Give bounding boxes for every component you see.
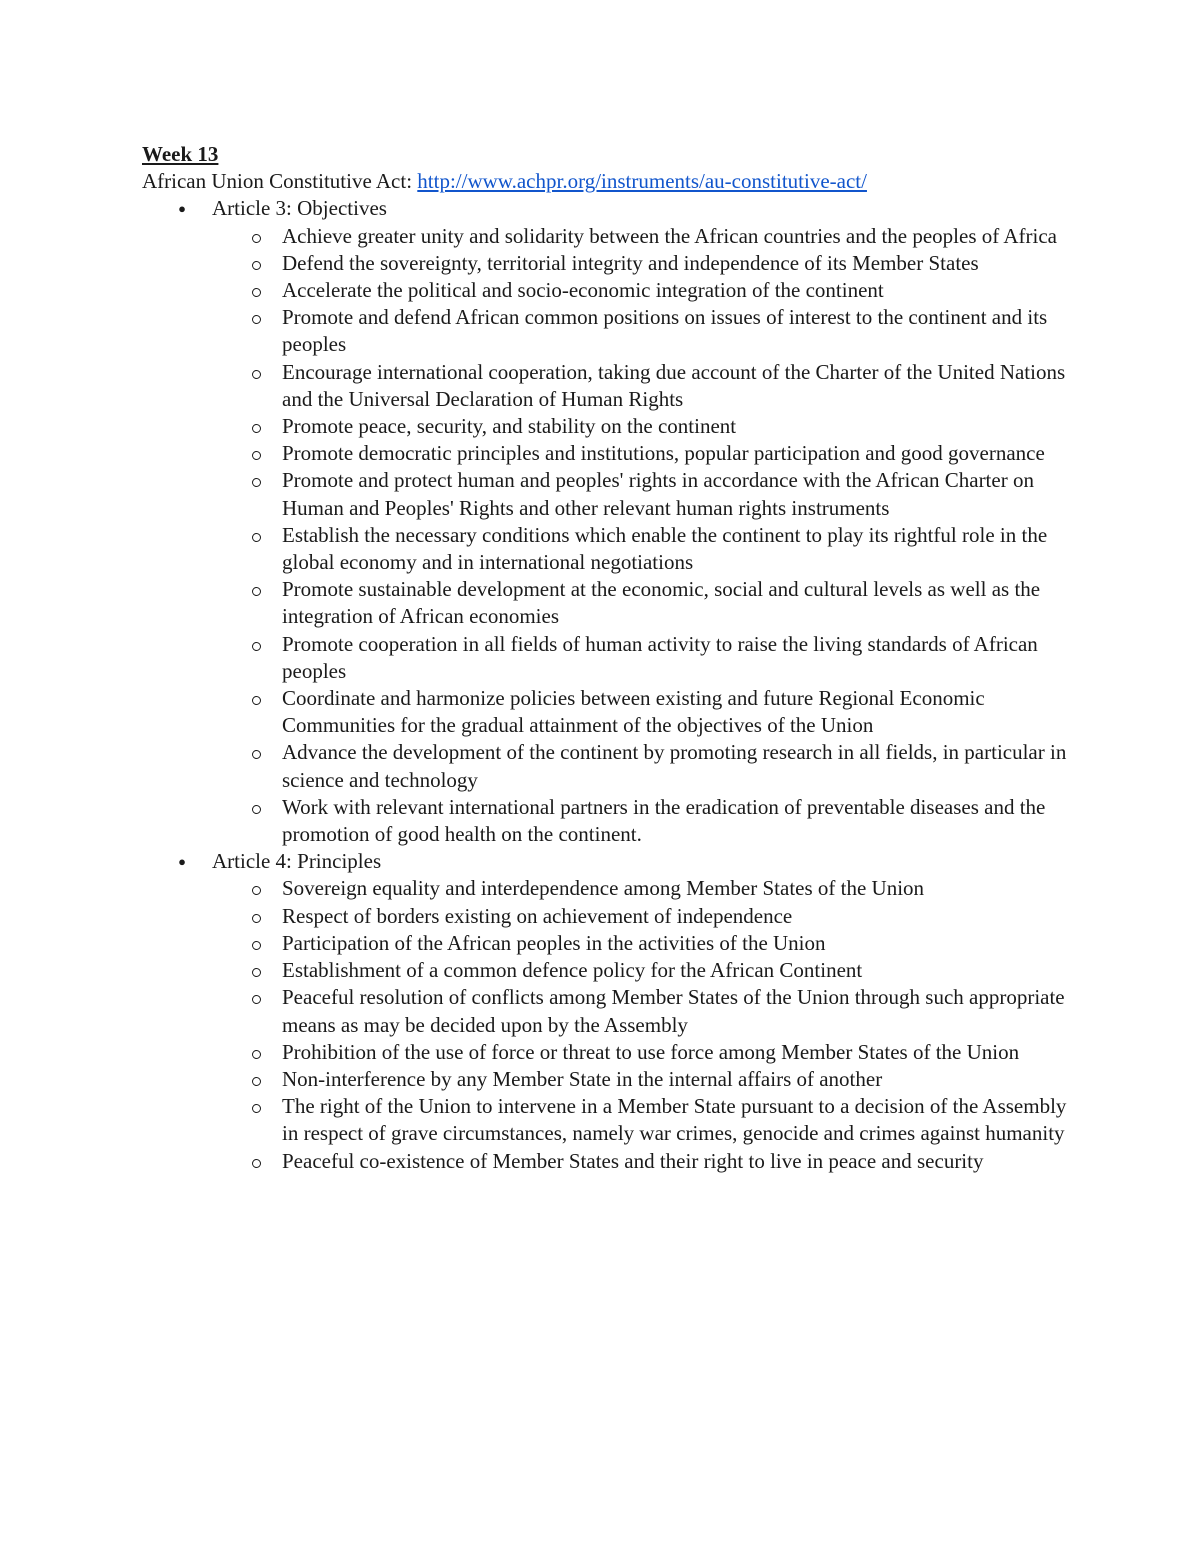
intro-label: African Union Constitutive Act: <box>142 169 418 194</box>
bullet-circle-icon <box>252 234 261 243</box>
list-item <box>212 1066 1082 1093</box>
list-item <box>212 1093 1082 1147</box>
article-items <box>212 223 1082 849</box>
list-item <box>212 223 1082 250</box>
bullet-circle-icon <box>252 696 261 705</box>
bullet-circle-icon <box>252 288 261 297</box>
bullet-circle-icon <box>252 424 261 433</box>
bullet-circle-icon <box>252 1104 261 1113</box>
list-item-text: Coordinate and harmonize policies between existing and future Regional Economic Communities for the gradual attainment of the objectives of the Union <box>282 686 985 738</box>
bullet-circle-icon <box>252 370 261 379</box>
list-item-text: Promote and defend African common positions on issues of interest to the continent and its peoples <box>282 305 1048 357</box>
bullet-circle-icon <box>252 805 261 814</box>
list-item-text: Defend the sovereignty, territorial integrity and independence of its Member States <box>282 250 979 275</box>
article-2 <box>142 848 1082 1174</box>
list-item-text: Respect of borders existing on achievement of independence <box>282 903 793 928</box>
list-item-text: Work with relevant international partners in the eradication of preventable diseases and the promotion of good health on the continent. <box>282 794 1046 847</box>
list-item <box>212 359 1082 413</box>
list-item <box>212 413 1082 440</box>
list-item-text: Promote democratic principles and institutions, popular participation and good governance <box>282 441 1045 466</box>
list-item-text: Promote cooperation in all fields of human activity to raise the living standards of African peoples <box>282 631 1038 683</box>
list-item <box>212 467 1082 521</box>
bullet-circle-icon <box>252 914 261 923</box>
list-item-text: Encourage international cooperation, taking due account of the Charter of the United Nations and the Universal Declaration of Human Rights <box>282 359 1066 411</box>
bullet-circle-icon <box>252 941 261 950</box>
bullet-circle-icon <box>252 1077 261 1086</box>
list-item-text: Promote sustainable development at the economic, social and cultural levels as well as the integration of African economies <box>282 577 1041 629</box>
bullet-circle-icon <box>252 478 261 487</box>
list-item <box>212 984 1082 1038</box>
list-item <box>212 1148 1082 1175</box>
list-item-text: Sovereign equality and interdependence among Member States of the Union <box>282 876 925 901</box>
list-item-text: Promote peace, security, and stability on the continent <box>282 414 737 439</box>
bullet-circle-icon <box>252 886 261 895</box>
list-item-text: Promote and protect human and peoples' rights in accordance with the African Charter on Human and Peoples' Rights and other relevant human rights instruments <box>282 468 1034 520</box>
list-item-text: Accelerate the political and socio-economic integration of the continent <box>282 278 884 303</box>
list-item <box>212 250 1082 277</box>
article-items <box>212 875 1082 1174</box>
bullet-disc-icon: ● <box>178 854 186 870</box>
list-item <box>212 685 1082 739</box>
bullet-disc-icon: ● <box>178 201 186 217</box>
list-item-text: Prohibition of the use of force or threat to use force among Member States of the Union <box>282 1039 1020 1064</box>
article-heading: Article 3: Objectives <box>212 196 387 221</box>
document-page <box>142 141 1082 1175</box>
intro-line <box>142 168 1082 195</box>
list-item <box>212 1039 1082 1066</box>
list-item-text: Achieve greater unity and solidarity between the African countries and the peoples of Africa <box>282 223 1057 248</box>
article-1 <box>142 195 1082 848</box>
list-item <box>212 957 1082 984</box>
bullet-circle-icon <box>252 750 261 759</box>
list-item-text: Peaceful co-existence of Member States and their right to live in peace and security <box>282 1148 984 1173</box>
bullet-circle-icon <box>252 968 261 977</box>
bullet-circle-icon <box>252 995 261 1004</box>
list-item <box>212 739 1082 793</box>
list-item <box>212 576 1082 630</box>
list-item-text: The right of the Union to intervene in a Member State pursuant to a decision of the Assembly in respect of grave circumstances, namely war crimes, genocide and crimes against humanity <box>282 1094 1067 1146</box>
bullet-circle-icon <box>252 642 261 651</box>
article-heading: Article 4: Principles <box>212 849 382 874</box>
bullet-circle-icon <box>252 533 261 542</box>
bullet-circle-icon <box>252 587 261 596</box>
list-item <box>212 794 1082 848</box>
list-item <box>212 875 1082 902</box>
list-item-text: Establish the necessary conditions which enable the continent to play its rightful role in the global economy and in international negotiations <box>282 522 1048 575</box>
articles-list <box>142 195 1082 1174</box>
list-item <box>212 903 1082 930</box>
list-item <box>212 440 1082 467</box>
list-item <box>212 930 1082 957</box>
bullet-circle-icon <box>252 451 261 460</box>
bullet-circle-icon <box>252 1050 261 1059</box>
page-title: Week 13 <box>142 142 219 166</box>
list-item-text: Peaceful resolution of conflicts among Member States of the Union through such appropriate means as may be decided upon by the Assembly <box>282 985 1065 1037</box>
list-item <box>212 277 1082 304</box>
constitutive-act-link[interactable]: http://www.achpr.org/instruments/au-constitutive-act/ <box>417 169 867 194</box>
bullet-circle-icon <box>252 261 261 270</box>
list-item <box>212 522 1082 576</box>
list-item-text: Non-interference by any Member State in the internal affairs of another <box>282 1066 883 1091</box>
list-item-text: Participation of the African peoples in the activities of the Union <box>282 930 826 955</box>
list-item-text: Establishment of a common defence policy for the African Continent <box>282 958 863 983</box>
list-item <box>212 631 1082 685</box>
list-item-text: Advance the development of the continent by promoting research in all fields, in particular in science and technology <box>282 740 1067 792</box>
bullet-circle-icon <box>252 315 261 324</box>
list-item <box>212 304 1082 358</box>
bullet-circle-icon <box>252 1159 261 1168</box>
